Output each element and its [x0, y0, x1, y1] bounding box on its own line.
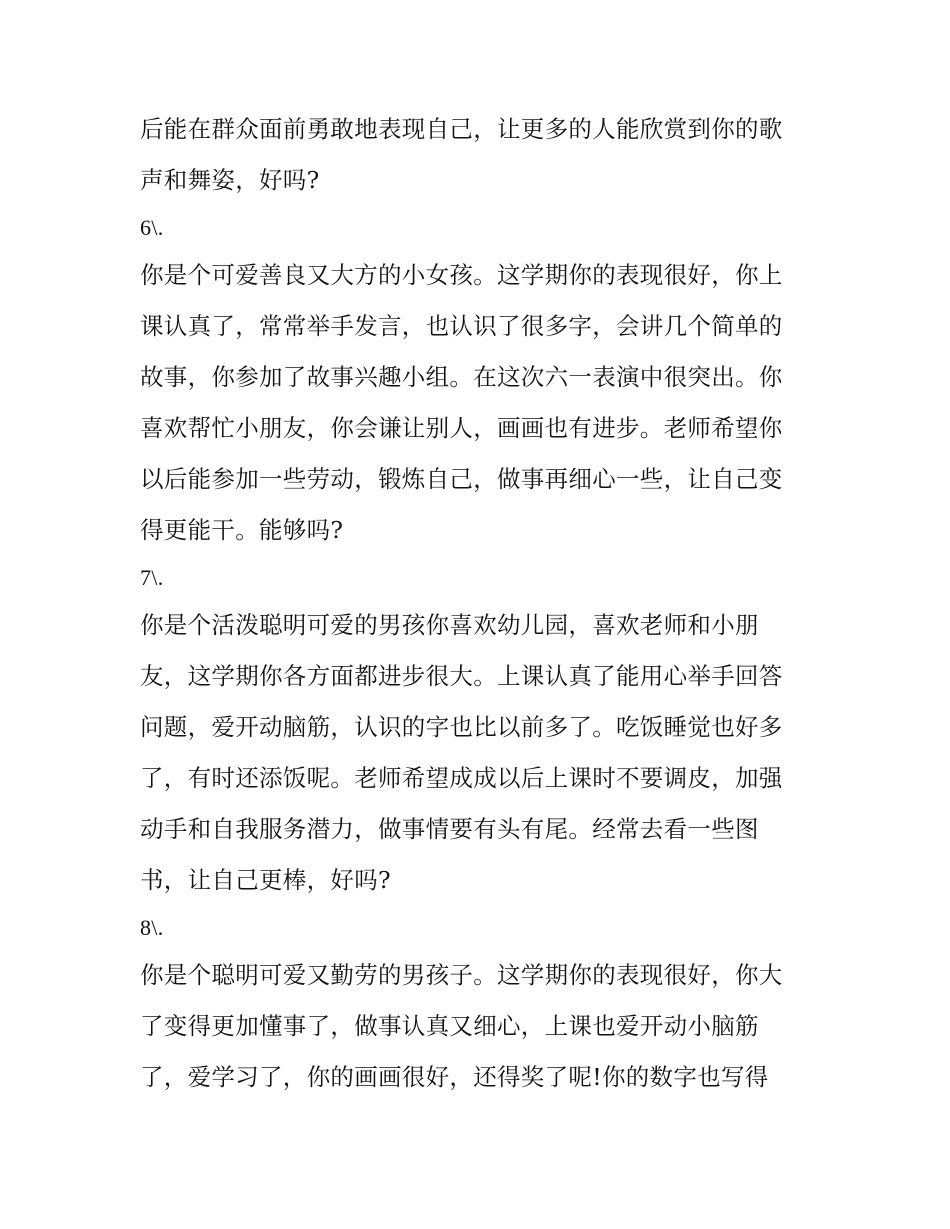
item-number: 7\. [140, 565, 164, 590]
paragraph-line: 你是个聪明可爱又勤劳的男孩子。这学期你的表现很好，你大 [140, 961, 783, 989]
paragraph-line: 得更能干。能够吗? [140, 516, 344, 544]
paragraph-line: 故事，你参加了故事兴趣小组。在这次六一表演中很突出。你 [140, 363, 783, 391]
paragraph-line: 你是个活泼聪明可爱的男孩你喜欢幼儿园，喜欢老师和小朋 [140, 611, 759, 639]
paragraph-line: 友，这学期你各方面都进步很大。上课认真了能用心举手回答 [140, 662, 783, 690]
paragraph-line: 你是个可爱善良又大方的小女孩。这学期你的表现很好，你上 [140, 261, 783, 289]
paragraph-line: 喜欢帮忙小朋友，你会谦让别人，画画也有进步。老师希望你 [140, 414, 783, 442]
paragraph-line: 声和舞姿，好吗? [140, 166, 320, 194]
item-number: 6\. [140, 215, 164, 240]
paragraph-line: 了，有时还添饭呢。老师希望成成以后上课时不要调皮，加强 [140, 764, 783, 792]
paragraph-line: 动手和自我服务潜力，做事情要有头有尾。经常去看一些图 [140, 815, 759, 843]
paragraph-line: 书，让自己更棒，好吗? [140, 866, 391, 894]
paragraph-line: 问题，爱开动脑筋，认识的字也比以前多了。吃饭睡觉也好多 [140, 713, 783, 741]
paragraph-line: 以后能参加一些劳动，锻炼自己，做事再细心一些，让自己变 [140, 465, 783, 493]
paragraph-line: 后能在群众面前勇敢地表现自己，让更多的人能欣赏到你的歌 [140, 115, 783, 143]
paragraph-line: 课认真了，常常举手发言，也认识了很多字，会讲几个简单的 [140, 312, 783, 340]
document-body [140, 104, 820, 1103]
item-number: 8\. [140, 915, 164, 940]
paragraph-line: 了，爱学习了，你的画画很好，还得奖了呢!你的数字也写得 [140, 1063, 769, 1091]
paragraph-line: 了变得更加懂事了，做事认真又细心，上课也爱开动小脑筋 [140, 1012, 759, 1040]
